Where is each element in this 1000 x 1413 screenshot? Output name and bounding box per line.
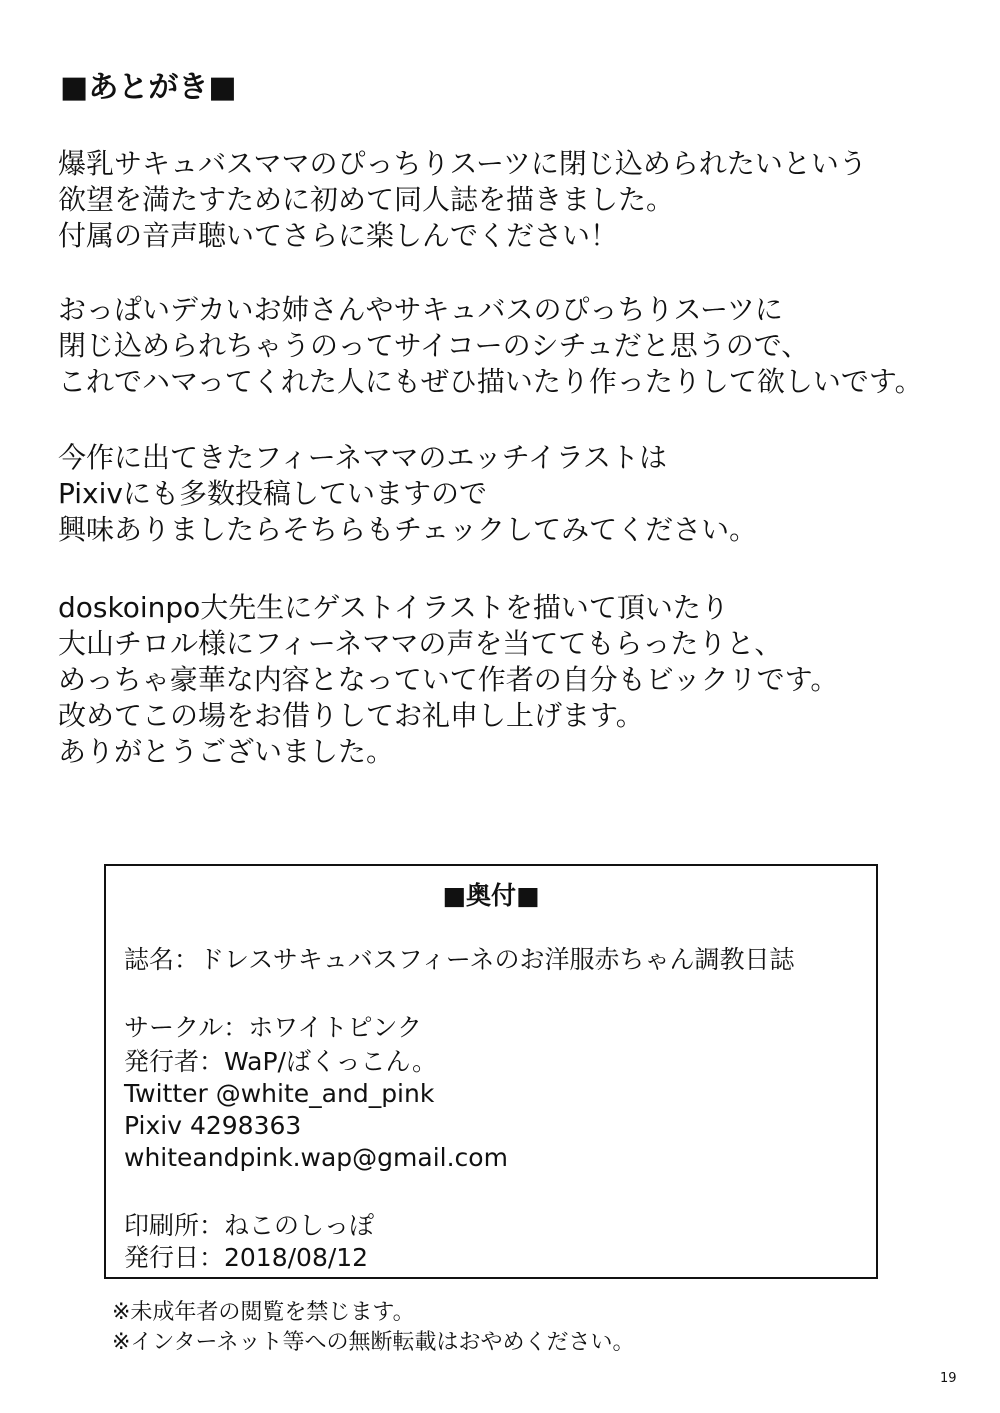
- text-line: 今作に出てきたフィーネママのエッチイラストは: [58, 441, 668, 474]
- afterword-heading: ■あとがき■: [60, 70, 237, 105]
- colophon-title: ■奥付■: [442, 881, 540, 910]
- notice-no-repost: ※インターネット等への無断転載はおやめください。: [112, 1330, 635, 1355]
- text-line: ありがとうございました。: [58, 735, 395, 768]
- pixiv-id: Pixiv 4298363: [124, 1111, 302, 1140]
- text-line: 改めてこの場をお借りしてお礼申し上げます。: [58, 699, 644, 732]
- circle-name: サークル：ホワイトピンク: [124, 1013, 423, 1042]
- publisher: 発行者：WaP/ばくっこん。: [124, 1047, 437, 1076]
- printer: 印刷所：ねこのしっぽ: [124, 1211, 375, 1240]
- text-line: おっぱいデカいお姉さんやサキュバスのぴっちりスーツに: [58, 293, 783, 326]
- text-line: 閉じ込められちゃうのってサイコーのシチュだと思うので、: [58, 329, 810, 362]
- text-line: これでハマってくれた人にもぜひ描いたり作ったりして欲しいです。: [58, 365, 923, 398]
- twitter-handle: Twitter @white_and_pink: [124, 1079, 435, 1108]
- text-line: 欲望を満たすために初めて同人誌を描きました。: [58, 183, 675, 216]
- book-name: 誌名：ドレスサキュバスフィーネのお洋服赤ちゃん調教日誌: [124, 945, 795, 974]
- notice-age-restriction: ※未成年者の閲覧を禁じます。: [112, 1300, 415, 1325]
- email-address: whiteandpink.wap@gmail.com: [124, 1143, 508, 1172]
- notices: [112, 1298, 634, 1358]
- text-line: めっちゃ豪華な内容となっていて作者の自分もビックリです。: [58, 663, 839, 696]
- text-line: doskoinpo大先生にゲストイラストを描いて頂いたり: [58, 591, 729, 624]
- text-line: 付属の音声聴いてさらに楽しんでください！: [58, 219, 619, 252]
- page-number: 19: [940, 1371, 957, 1386]
- colophon-box: [104, 864, 878, 1279]
- afterword-paragraph-3: [58, 440, 757, 548]
- afterword-paragraph-4: [58, 590, 838, 770]
- text-line: 興味ありましたらそちらもチェックしてみてください。: [58, 513, 758, 546]
- text-line: Pixivにも多数投稿していますので: [58, 477, 487, 510]
- afterword-paragraph-2: [58, 292, 923, 400]
- text-line: 爆乳サキュバスママのぴっちりスーツに閉じ込められたいという: [58, 147, 867, 180]
- issue-date: 発行日：2018/08/12: [124, 1243, 369, 1272]
- text-line: 大山チロル様にフィーネママの声を当ててもらったりと、: [58, 627, 783, 660]
- afterword-paragraph-1: [58, 146, 867, 254]
